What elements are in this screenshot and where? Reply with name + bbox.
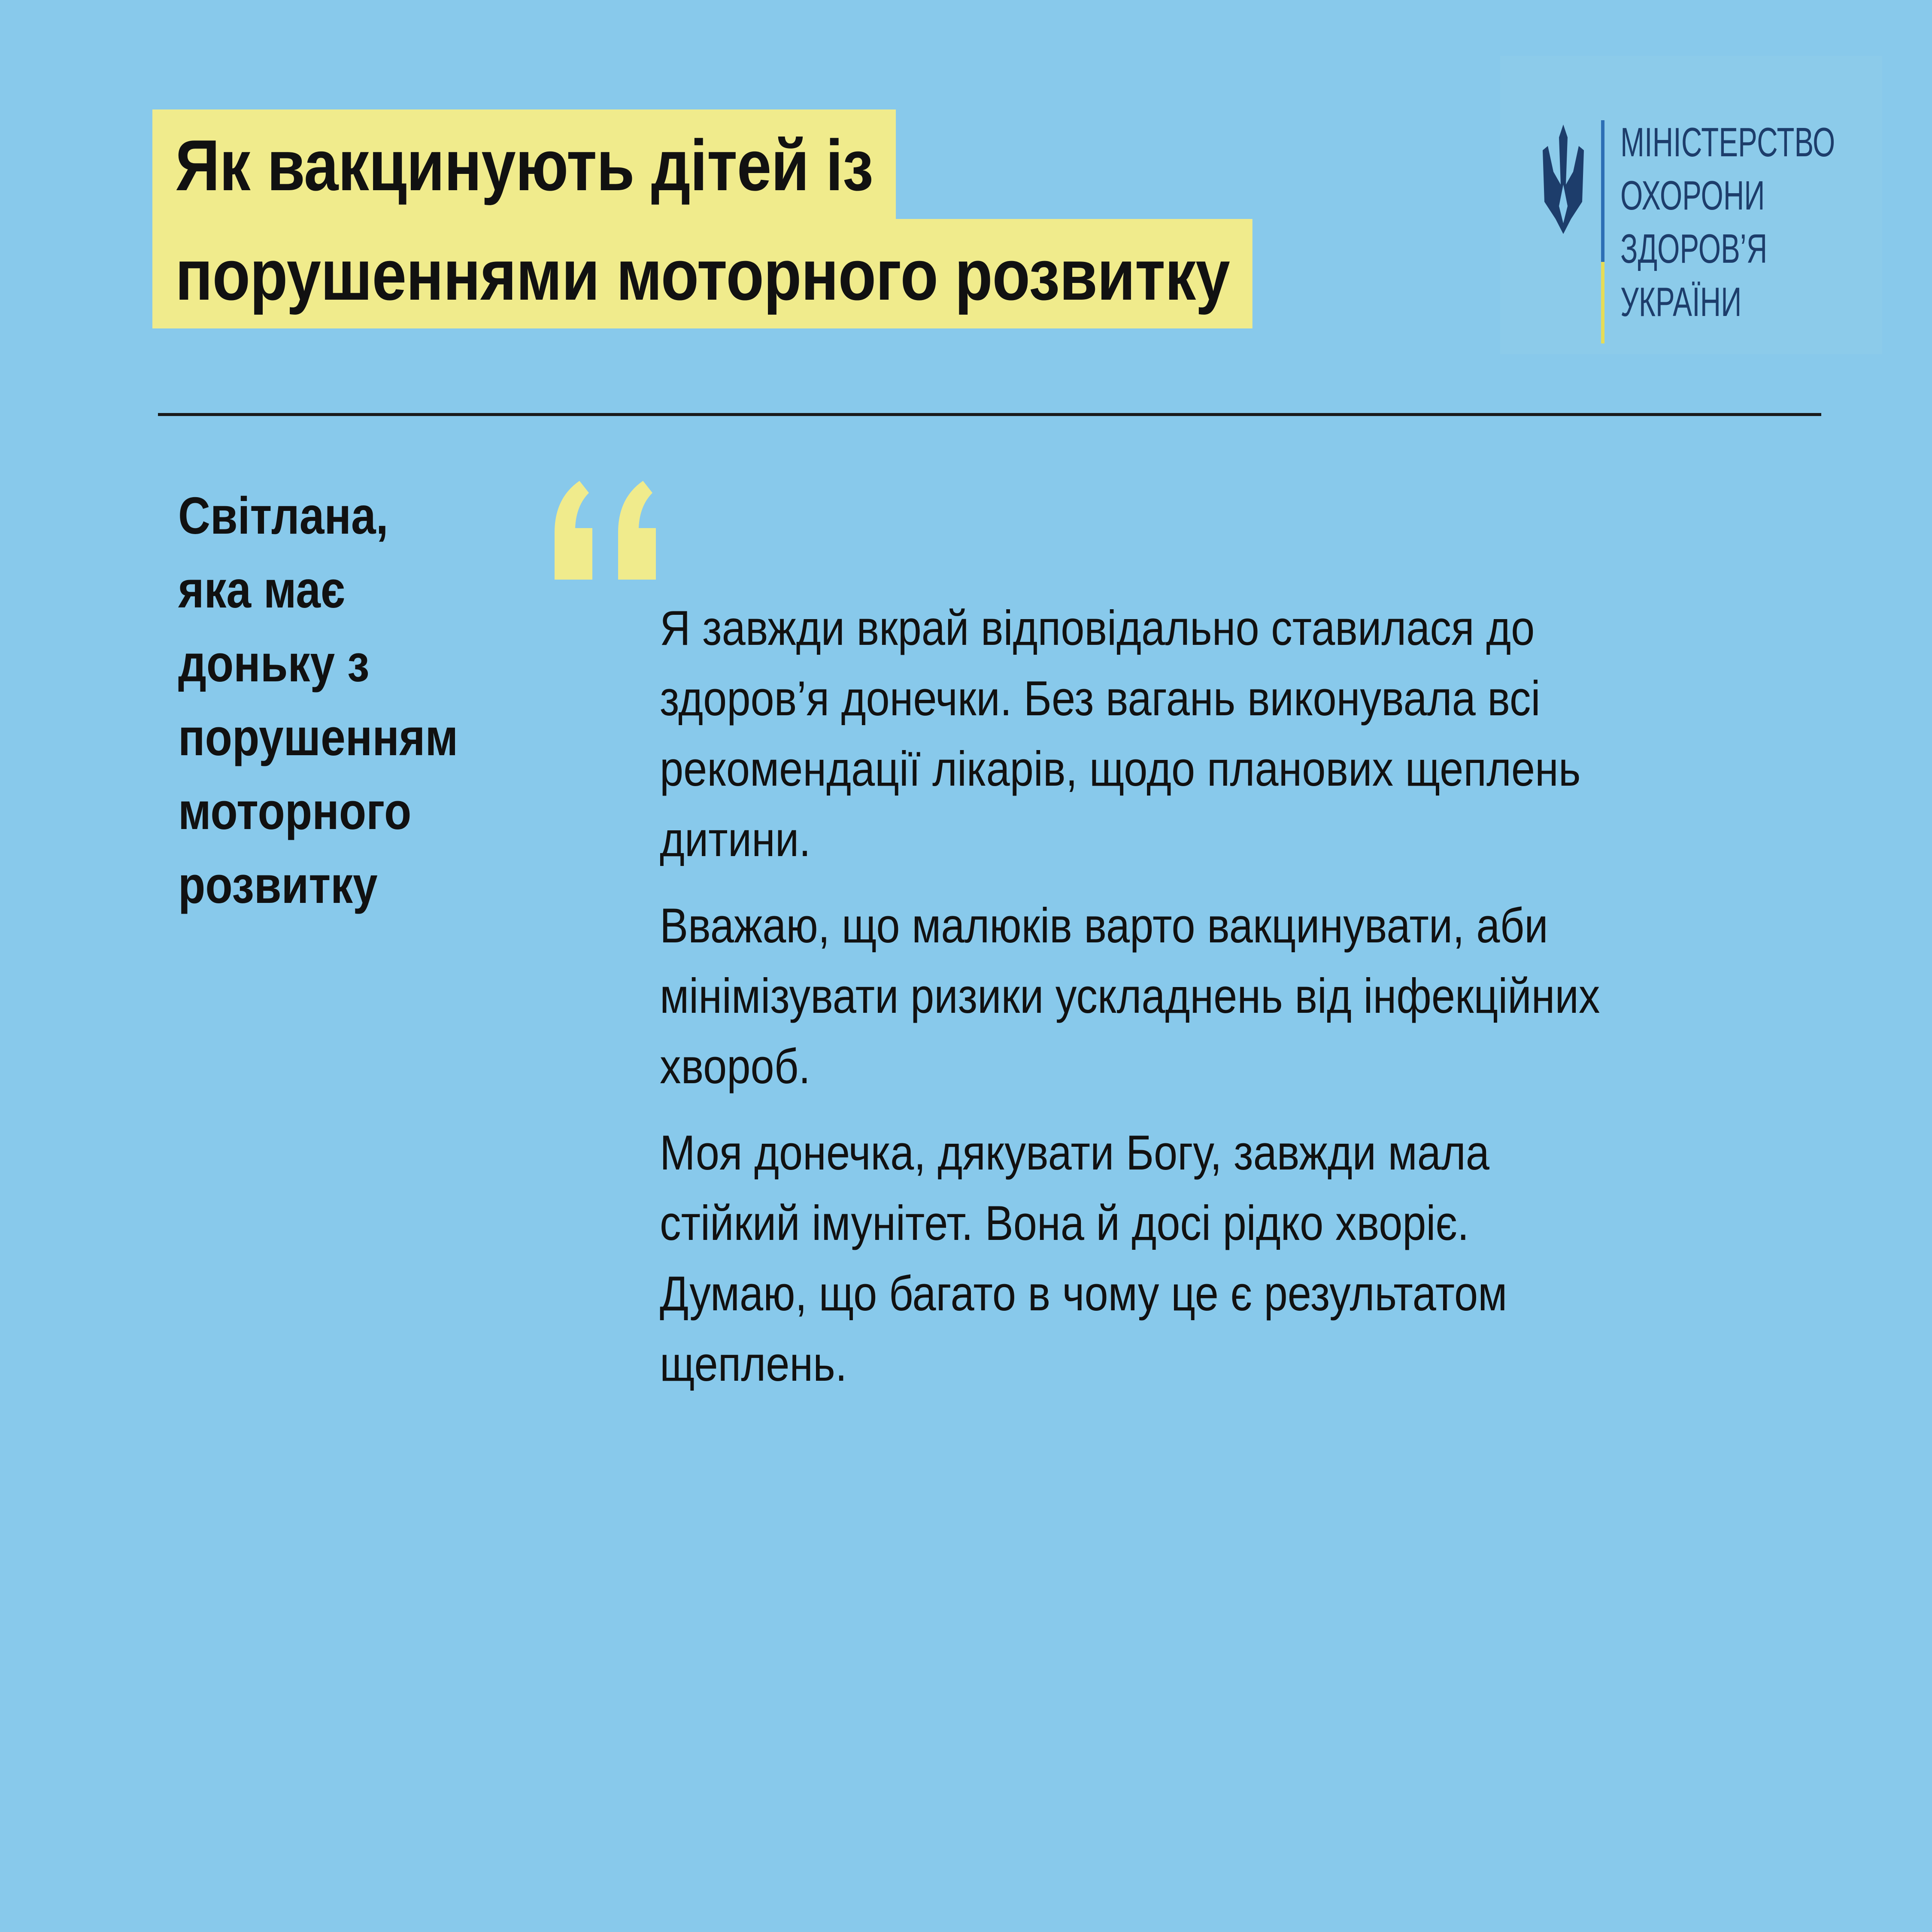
ministry-logo [1500,56,1882,354]
quote-line: рекомендації лікарів, щодо планових щеплень [660,742,1581,796]
logo-line-3: ЗДОРОВ’Я [1620,226,1768,272]
author-caption [178,479,458,922]
quote-paragraph-2 [660,891,1600,1102]
quote-body [660,593,1600,1416]
logo-line-1: МІНІСТЕРСТВО [1620,119,1835,165]
title-line-1: Як вакцинують дітей із [152,109,896,219]
author-line-3: доньку з [178,634,370,693]
author-line-1: Світлана, [178,486,388,545]
quote-paragraph-1 [660,593,1600,875]
logo-blue-bar [1601,120,1604,262]
title-line-2: порушеннями моторного розвитку [152,219,1253,328]
quote-line: хвороб. [660,1039,811,1094]
logo-text [1620,116,1835,329]
quote-line: Думаю, що багато в чому це є результатом [660,1267,1507,1321]
logo-line-2: ОХОРОНИ [1620,173,1765,219]
logo-yellow-bar [1601,262,1604,343]
quote-line: стійкий імунітет. Вона й досі рідко хворіє. [660,1196,1469,1251]
author-line-6: розвитку [178,856,378,914]
divider [158,413,1821,416]
page-title [152,109,1432,328]
quote-line: Я завжди вкрай відповідально ставилася до [660,601,1535,656]
quote-line: здоров’я донечки. Без вагань виконувала всі [660,671,1541,726]
logo-line-4: УКРАЇНИ [1620,279,1742,325]
author-line-2: яка має [178,560,346,619]
quote-paragraph-3 [660,1118,1600,1400]
quote-line: дитини. [660,812,811,867]
trident-emblem-icon [1541,120,1586,236]
author-line-4: порушенням [178,708,458,766]
quote-line: Моя донечка, дякувати Богу, завжди мала [660,1126,1489,1180]
quote-line: щеплень. [660,1337,847,1391]
quote-mark-icon [549,481,661,580]
quote-line: Вважаю, що малюків варто вакцинувати, аби [660,899,1548,953]
author-line-5: моторного [178,782,412,840]
quote-line: мінімізувати ризики ускладнень від інфекційних [660,969,1600,1024]
